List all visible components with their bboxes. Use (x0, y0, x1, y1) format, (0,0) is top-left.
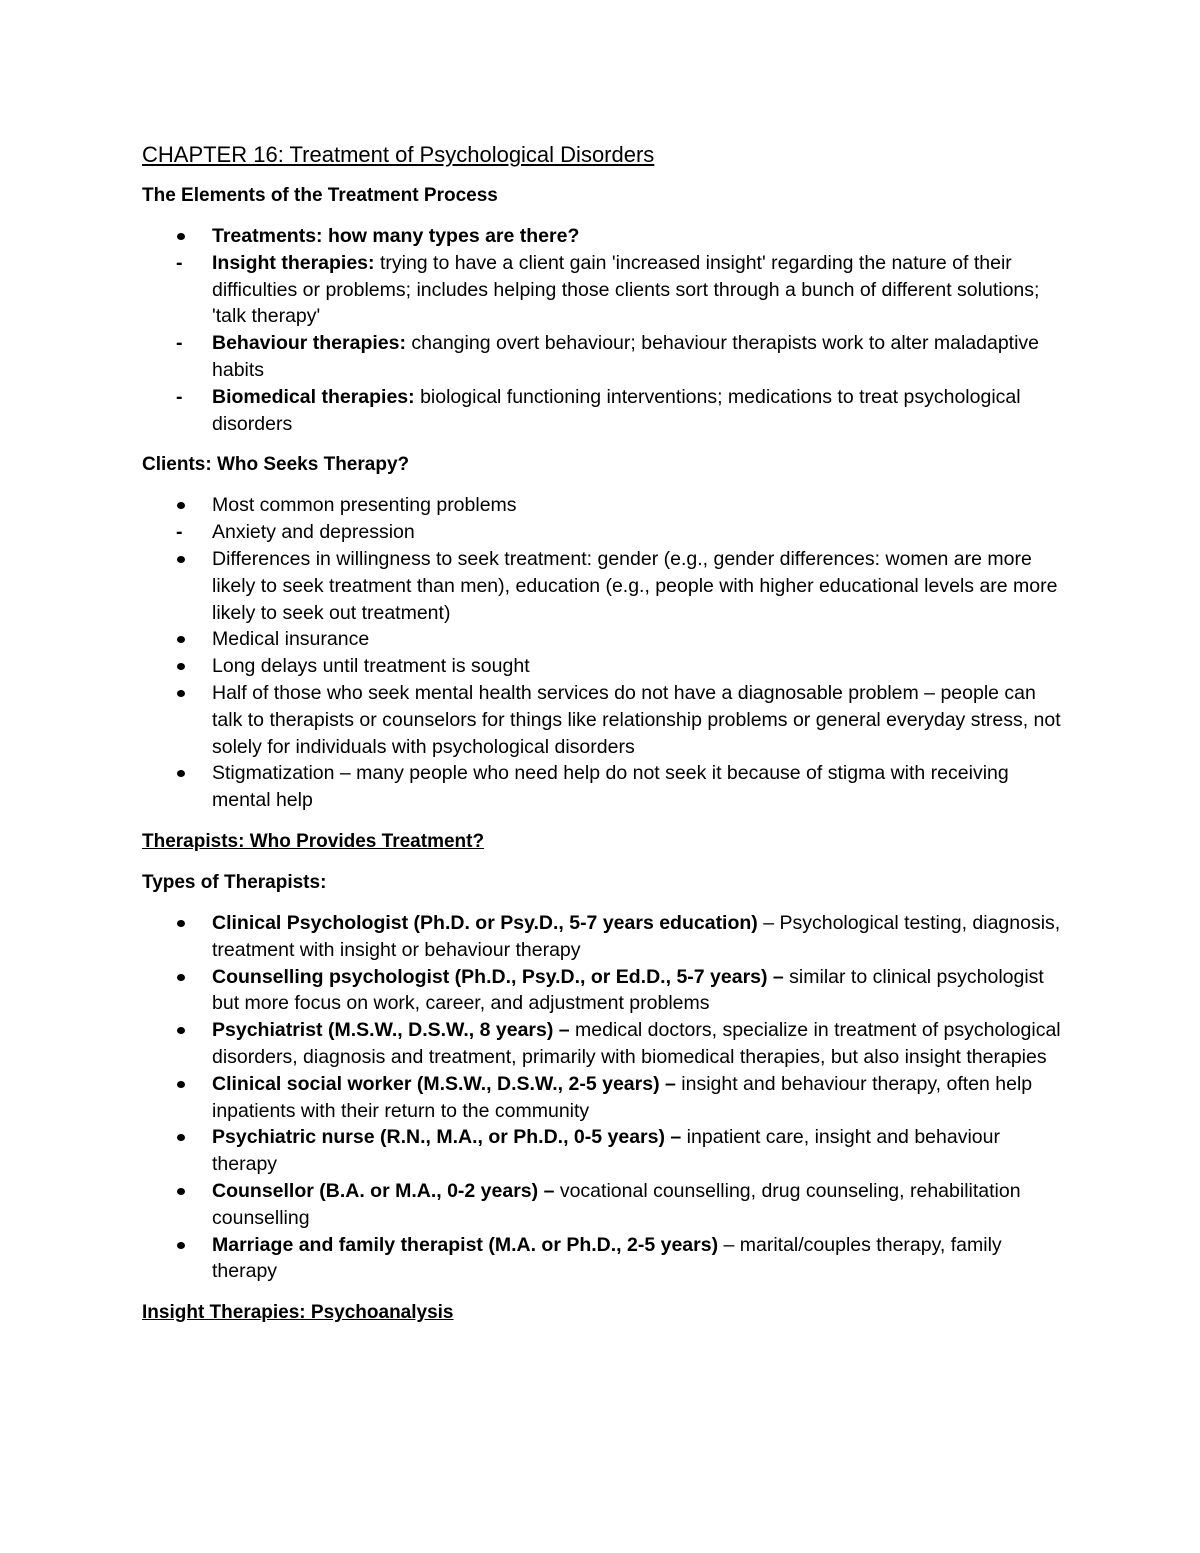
item-term: Clinical social worker (M.S.W., D.S.W., 2-5 years) – (212, 1072, 676, 1095)
item-text: Differences in willingness to seek treatment: gender (e.g., gender differences: women are more likely to seek treatment than men), education (e.g., people with higher educational levels are more likely to seek out treatment) (212, 547, 1058, 624)
list-item (142, 330, 1062, 384)
list-item (142, 250, 1062, 330)
dash-icon: - (176, 521, 183, 544)
item-term: Biomedical therapies: (212, 385, 415, 408)
therapists-list (142, 910, 1062, 1285)
item-term: Psychiatrist (M.S.W., D.S.W., 8 years) – (212, 1019, 570, 1042)
subheading-types-of-therapists: Types of Therapists: (142, 871, 327, 893)
item-text: insight and behaviour therapy, often help inpatients with their return to the community (212, 1072, 1033, 1122)
item-text: – marital/couples therapy, family therapy (212, 1233, 1002, 1283)
item-text: – Psychological testing, diagnosis, treatment with insight or behaviour therapy (212, 911, 1061, 961)
item-term: Psychiatric nurse (R.N., M.A., or Ph.D., 0-5 years) – (212, 1126, 682, 1149)
document-page (142, 138, 1062, 1340)
list-item (142, 1178, 1062, 1232)
item-term: Treatments: how many types are there? (212, 225, 580, 247)
list-item (142, 1232, 1062, 1286)
clients-list (142, 492, 1062, 814)
list-item (142, 1124, 1062, 1178)
list-item (142, 760, 1062, 814)
item-text: Medical insurance (212, 628, 370, 651)
item-text: biological functioning interventions; medications to treat psychological disorders (212, 385, 1021, 435)
list-item (142, 1071, 1062, 1125)
section-heading-therapists: Therapists: Who Provides Treatment? (142, 830, 485, 852)
item-term: Clinical Psychologist (Ph.D. or Psy.D., 5-7 years education) (212, 911, 758, 934)
section-heading-elements: The Elements of the Treatment Process (142, 185, 498, 206)
list-item (142, 910, 1062, 964)
list-item (142, 680, 1062, 760)
list-item (142, 1017, 1062, 1071)
page-title: CHAPTER 16: Treatment of Psychological Disorders (142, 142, 655, 167)
item-term: Insight therapies: (212, 251, 375, 274)
item-text: Most common presenting problems (212, 494, 517, 517)
section-heading-clients: Clients: Who Seeks Therapy? (142, 454, 410, 476)
item-text: Long delays until treatment is sought (212, 655, 530, 678)
item-text: medical doctors, specialize in treatment of psychological disorders, diagnosis and treatment, primarily with biomedical therapies, but also insight therapies (212, 1019, 1061, 1068)
item-text: Half of those who seek mental health services do not have a diagnosable problem – people can talk to therapists or counselors for things like relationship problems or general everyday stress, not solely for individuals with psychological disorders (212, 681, 1061, 758)
list-item (142, 519, 1062, 546)
item-text: similar to clinical psychologist but more focus on work, career, and adjustment problems (212, 965, 1044, 1015)
list-item (142, 546, 1062, 626)
list-item (142, 223, 1062, 250)
item-text: changing overt behaviour; behaviour therapists work to alter maladaptive habits (212, 332, 1040, 381)
dash-icon: - (176, 385, 183, 408)
item-term: Marriage and family therapist (M.A. or Ph.D., 2-5 years) (212, 1233, 719, 1256)
list-item (142, 492, 1062, 519)
item-text: inpatient care, insight and behaviour therapy (212, 1126, 1000, 1176)
list-item (142, 384, 1062, 438)
item-term: Behaviour therapies: (212, 332, 406, 355)
section-heading-insight: Insight Therapies: Psychoanalysis (142, 1302, 454, 1324)
dash-icon: - (176, 251, 183, 274)
dash-icon: - (176, 332, 183, 355)
item-text: vocational counselling, drug counseling, rehabilitation counselling (212, 1179, 1021, 1229)
item-term: Counselling psychologist (Ph.D., Psy.D., or Ed.D., 5-7 years) – (212, 965, 784, 988)
item-term: Counsellor (B.A. or M.A., 0-2 years) – (212, 1179, 555, 1202)
list-item (142, 626, 1062, 653)
list-item (142, 964, 1062, 1018)
item-text: trying to have a client gain 'increased insight' regarding the nature of their difficulties or problems; includes helping those clients sort through a bunch of different solutions; 'talk therapy' (212, 251, 1040, 328)
list-item (142, 653, 1062, 680)
item-text: Stigmatization – many people who need help do not seek it because of stigma with receiving mental help (212, 762, 1009, 812)
elements-list (142, 223, 1062, 437)
item-text: Anxiety and depression (212, 521, 415, 544)
